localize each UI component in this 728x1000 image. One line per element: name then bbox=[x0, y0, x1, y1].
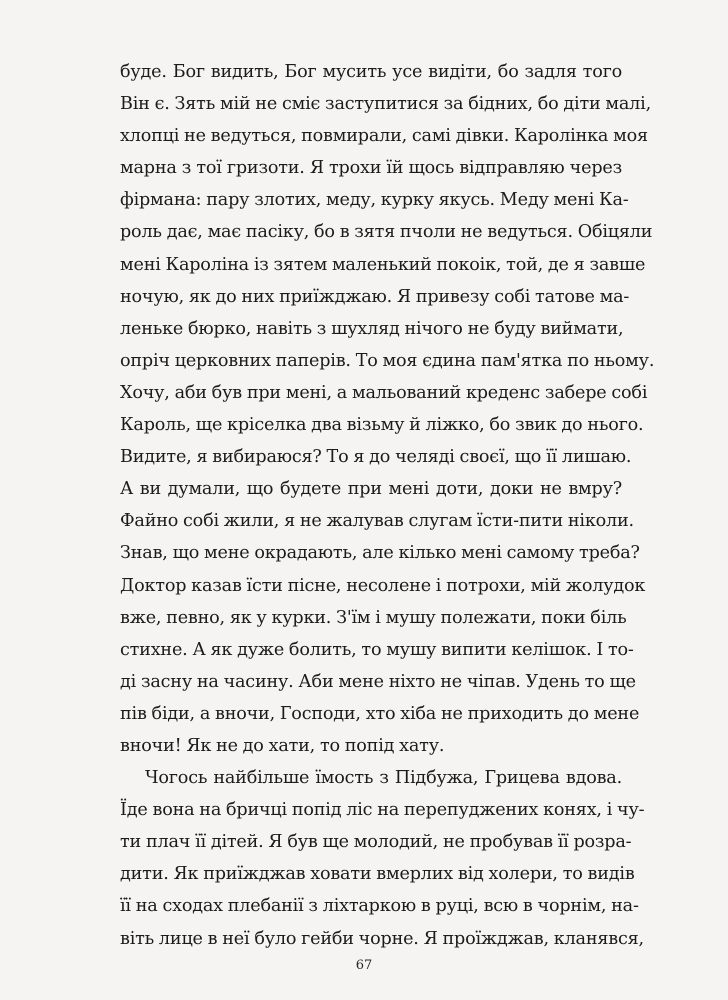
text-line: вже, певно, як у курки. З'їм і мушу полежати, поки біль bbox=[120, 607, 627, 628]
text-line: буде. Бог видить, Бог мусить усе видіти, бо задля того bbox=[120, 62, 622, 82]
text-line: її на сходах плебанії з ліхтаркою в руці, всю в чорнім, на- bbox=[120, 896, 639, 917]
text-line: Їде вона на бричці попід ліс на перепуджених конях, і чу- bbox=[120, 800, 645, 821]
text-line: Файно собі жили, я не жалував слугам їсти-пити ніколи. bbox=[120, 511, 634, 532]
text-line: А ви думали, що будете при мені доти, доки не вмру? bbox=[120, 479, 622, 500]
page-number: 67 bbox=[355, 958, 373, 973]
text-line: ночую, як до них приїжджаю. Я привезу собі татове ма- bbox=[120, 286, 630, 307]
text-line: ти плач її дітей. Я був ще молодий, не пробував її розра- bbox=[120, 832, 632, 853]
text-line: хлопці не ведуться, повмирали, самі дівки. Каролінка моя bbox=[120, 126, 648, 147]
text-line: Кароль, ще кріселка два візьму й ліжко, бо звик до нього. bbox=[120, 415, 644, 436]
paragraph-start-line: Чогось найбільше їмость з Підбужа, Грицева вдова. bbox=[145, 768, 622, 789]
text-line: Доктор казав їсти пісне, несолене і потрохи, мій жолудок bbox=[120, 575, 646, 596]
text-line: роль дає, має пасіку, бо в зятя пчоли не ведуться. Обіцяли bbox=[120, 222, 653, 243]
text-line: мені Кароліна із зятем маленький покоік, той, де я завше bbox=[120, 254, 646, 275]
text-line: стихне. А як дуже болить, то мушу випити келішок. І то- bbox=[120, 639, 634, 660]
body-text bbox=[120, 56, 655, 955]
text-line: фірмана: пару злотих, меду, курку якусь. Меду мені Ка- bbox=[120, 190, 629, 211]
text-line: вночи! Як не до хати, то попід хату. bbox=[120, 735, 445, 756]
text-line: дити. Як приїжджав ховати вмерлих від холери, то видів bbox=[120, 864, 635, 885]
text-line: Він є. Зять мій не сміє заступитися за бідних, бо діти малі, bbox=[120, 94, 651, 115]
text-line: опріч церковних паперів. То моя єдина пам'ятка по ньому. bbox=[120, 350, 655, 371]
text-line: Хочу, аби був при мені, а мальований креденс забере собі bbox=[120, 382, 648, 403]
text-line: марна з тої гризоти. Я трохи їй щось відправляю через bbox=[120, 158, 622, 179]
text-line: Видите, я вибираюся? То я до челяді своєї, що її лишаю. bbox=[120, 447, 632, 468]
text-line: ді засну на часину. Аби мене ніхто не чіпав. Удень то ще bbox=[120, 671, 636, 692]
text-line: леньке бюрко, навіть з шухляд нічого не буду виймати, bbox=[120, 318, 624, 339]
text-line: Знав, що мене окрадають, але кілько мені самому треба? bbox=[120, 543, 640, 564]
text-line: віть лице в неї було гейби чорне. Я проїжджав, кланявся, bbox=[120, 928, 644, 949]
text-line: пів біди, а вночи, Господи, хто хіба не приходить до мене bbox=[120, 703, 640, 724]
